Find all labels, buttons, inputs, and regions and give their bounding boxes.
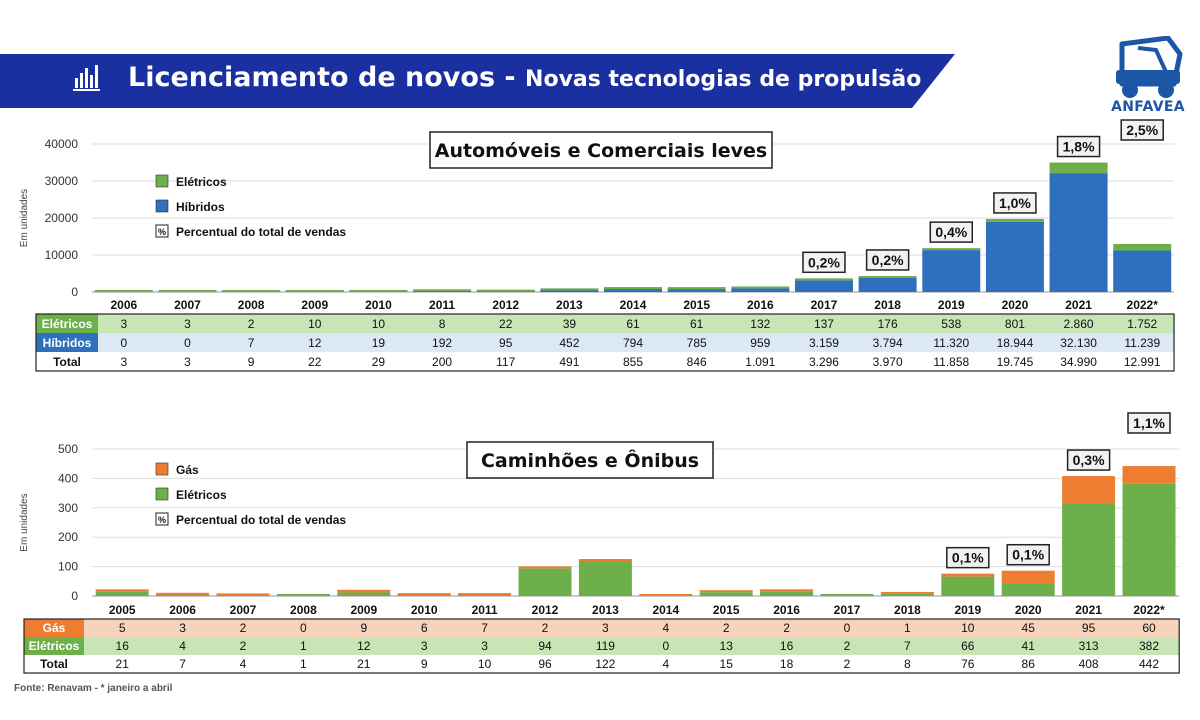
table-cell: 2: [247, 317, 255, 331]
legend-label: Percentual do total de vendas: [176, 225, 347, 239]
table-row-label: Elétricos: [28, 639, 80, 653]
table-cell: 3: [184, 355, 191, 369]
bar-hbridos-2015: [668, 289, 726, 292]
chart-automoveis: [0, 118, 1200, 378]
table-cell: 2: [843, 657, 851, 671]
y-tick-label: 40000: [44, 137, 78, 151]
table-cell: 5: [118, 621, 126, 635]
table-cell: 10: [477, 657, 492, 671]
legend-item: [156, 513, 346, 527]
bar-hbridos-2017: [795, 280, 853, 292]
percent-label: [930, 222, 972, 242]
table-cell: 7: [904, 639, 911, 653]
table-cell: 1: [300, 657, 307, 671]
table-cell: 442: [1138, 657, 1160, 671]
bar-eltricos-2022: [1113, 244, 1171, 250]
table-cell: 18.944: [996, 336, 1034, 350]
y-tick-label: 0: [71, 285, 78, 299]
table-cell: 192: [432, 336, 453, 350]
y-tick-label: 0: [71, 589, 78, 603]
table-cell: 3: [120, 355, 128, 369]
table-cell: 2.860: [1063, 317, 1094, 331]
table-cell: 3.970: [872, 355, 903, 369]
legend-item: [156, 488, 227, 502]
legend-item: [156, 200, 225, 214]
table-cell: 2: [722, 621, 730, 635]
table-cell: 9: [420, 657, 428, 671]
table-cell: 15: [719, 657, 733, 671]
legend-label: Elétricos: [176, 488, 227, 502]
category-label: 2022*: [1133, 603, 1165, 617]
bar-eltricos-2007: [158, 290, 216, 292]
bar-eltricos-2010: [349, 290, 407, 292]
percent-label-text: 2,5%: [1126, 122, 1159, 138]
percent-icon: %: [157, 515, 167, 525]
bar-eltricos-2016: [760, 591, 813, 596]
percent-label: [1068, 450, 1110, 470]
legend-item: [156, 175, 227, 189]
table-cell: 8: [904, 657, 911, 671]
table-cell: 2: [843, 639, 851, 653]
category-label: 2006: [110, 298, 138, 312]
table-cell: 3: [184, 317, 191, 331]
table-cell: 11.239: [1124, 336, 1161, 350]
bar-eltricos-2013: [579, 561, 632, 596]
percent-label: [994, 193, 1036, 213]
category-label: 2011: [471, 603, 498, 617]
table-cell: 6: [420, 621, 428, 635]
table-cell: 9: [247, 355, 255, 369]
footer-source: Fonte: Renavam - * janeiro a abril: [14, 683, 173, 694]
y-tick-label: 20000: [44, 211, 78, 225]
table-cell: 10: [371, 317, 386, 331]
category-label: 2020: [1001, 298, 1029, 312]
table-cell: 408: [1078, 657, 1099, 671]
category-label: 2010: [365, 298, 392, 312]
table-row-label: Híbridos: [42, 336, 92, 350]
bar-eltricos-2022: [1123, 484, 1176, 596]
table-cell: 34.990: [1060, 355, 1097, 369]
category-label: 2007: [174, 298, 201, 312]
bar-gs-2007: [217, 593, 270, 595]
category-label: 2013: [592, 603, 619, 617]
legend-item: [156, 225, 346, 239]
legend-swatch: [156, 200, 168, 212]
category-label: 2018: [874, 298, 901, 312]
category-label: 2014: [619, 298, 647, 312]
y-tick-label: 500: [57, 442, 78, 456]
table-cell: 16: [779, 639, 794, 653]
percent-label-text: 0,3%: [1072, 452, 1105, 469]
table-cell: 10: [961, 621, 975, 635]
percent-label: [867, 250, 909, 270]
category-label: 2008: [290, 603, 317, 617]
table-cell: 1.752: [1127, 317, 1158, 331]
table-row-label: Total: [53, 355, 81, 369]
table-cell: 0: [843, 621, 851, 635]
percent-label: [947, 548, 989, 568]
bar-gs-2016: [760, 589, 813, 591]
table-row-label: Total: [40, 657, 68, 671]
table-row-bg: [84, 637, 1179, 655]
table-cell: 22: [308, 355, 322, 369]
table-cell: 132: [750, 317, 771, 331]
table-row-label: Elétricos: [41, 317, 93, 331]
table-cell: 95: [499, 336, 513, 350]
table-cell: 3: [179, 621, 186, 635]
bar-gs-2009: [337, 590, 390, 593]
bar-eltricos-2011: [413, 289, 471, 291]
table-cell: 7: [481, 621, 488, 635]
table-cell: 0: [120, 336, 128, 350]
bar-eltricos-2019: [941, 577, 994, 596]
table-cell: 61: [689, 317, 704, 331]
bar-eltricos-2012: [477, 290, 535, 292]
table-cell: 122: [595, 657, 616, 671]
percent-label-text: 0,1%: [1012, 546, 1045, 563]
bar-hbridos-2021: [1050, 173, 1108, 292]
category-label: 2019: [937, 298, 965, 312]
percent-label: [803, 252, 845, 272]
bar-eltricos-2015: [700, 592, 753, 596]
table-cell: 95: [1081, 621, 1096, 635]
bar-eltricos-2014: [604, 287, 662, 289]
bar-eltricos-2009: [337, 592, 390, 596]
chart-title: Caminhões e Ônibus: [480, 450, 700, 472]
table-row: [36, 352, 1174, 371]
table-cell: 0: [300, 621, 307, 635]
category-label: 2005: [108, 603, 136, 617]
percent-label-text: 1,1%: [1133, 415, 1165, 431]
category-label: 2016: [773, 603, 800, 617]
table-cell: 86: [1021, 657, 1035, 671]
bar-gs-2011: [458, 593, 511, 595]
bar-eltricos-2020: [1002, 584, 1055, 596]
table-cell: 7: [179, 657, 186, 671]
table-cell: 13: [719, 639, 733, 653]
category-label: 2006: [169, 603, 196, 617]
table-row: [24, 637, 1179, 655]
category-label: 2021: [1065, 298, 1092, 312]
table-row-label: Gás: [42, 621, 66, 635]
category-label: 2009: [301, 298, 329, 312]
bar-eltricos-2021: [1062, 504, 1115, 596]
table-cell: 2: [541, 621, 549, 635]
table-cell: 21: [357, 657, 371, 671]
legend-label: Elétricos: [176, 175, 227, 189]
table-cell: 4: [662, 621, 670, 635]
table-cell: 200: [432, 355, 453, 369]
bar-hbridos-2022: [1113, 250, 1171, 292]
category-label: 2009: [350, 603, 378, 617]
table-cell: 19.745: [996, 355, 1034, 369]
y-tick-label: 300: [57, 500, 78, 515]
bar-gs-2018: [881, 592, 934, 594]
bar-hbridos-2018: [859, 278, 917, 292]
bar-gs-2014: [639, 594, 692, 596]
table-cell: 4: [179, 639, 186, 653]
table-cell: 66: [961, 639, 975, 653]
percent-label-text: 1,0%: [998, 194, 1031, 211]
bar-hbridos-2016: [731, 288, 789, 292]
table-cell: 119: [595, 639, 615, 653]
table-row-bg: [84, 619, 1179, 637]
category-label: 2013: [556, 298, 583, 312]
table-cell: 538: [941, 317, 962, 331]
table-cell: 855: [623, 355, 644, 369]
table-cell: 176: [877, 317, 898, 331]
table-cell: 3.159: [808, 336, 839, 350]
table-cell: 16: [115, 639, 129, 653]
table-cell: 45: [1021, 621, 1035, 635]
table-cell: 61: [626, 317, 640, 331]
category-label: 2019: [954, 603, 982, 617]
category-label: 2012: [531, 603, 559, 617]
logo-text: ANFAVEA: [1111, 99, 1185, 115]
table-cell: 117: [496, 355, 516, 369]
percent-label-text: 1,8%: [1062, 138, 1095, 155]
y-tick-label: 100: [57, 559, 78, 574]
table-cell: 785: [686, 336, 707, 350]
table-cell: 7: [247, 336, 255, 350]
category-label: 2010: [410, 603, 438, 617]
category-label: 2007: [229, 603, 257, 617]
table-cell: 8: [438, 317, 446, 331]
table-cell: 452: [559, 336, 580, 350]
table-cell: 1: [904, 621, 911, 635]
table-cell: 29: [371, 355, 386, 369]
table-cell: 137: [813, 317, 834, 331]
category-label: 2017: [810, 298, 838, 312]
percent-label: [1128, 413, 1170, 433]
y-axis-label: Em unidades: [19, 188, 30, 248]
table-cell: 4: [239, 657, 247, 671]
percent-label-text: 0,2%: [871, 251, 904, 268]
table-cell: 313: [1078, 639, 1099, 653]
table-cell: 491: [559, 355, 580, 369]
bar-eltricos-2018: [881, 594, 934, 596]
table-cell: 9: [360, 621, 368, 635]
bar-eltricos-2008: [277, 594, 330, 596]
bar-eltricos-2016: [731, 286, 789, 288]
y-tick-label: 10000: [44, 248, 78, 262]
table-cell: 12: [308, 336, 322, 350]
bar-gs-2021: [1062, 476, 1115, 504]
table-cell: 11.858: [933, 355, 970, 369]
bar-eltricos-2019: [922, 248, 980, 250]
legend-label: Percentual do total de vendas: [176, 513, 347, 527]
table-cell: 1: [300, 639, 307, 653]
table-cell: 94: [538, 639, 552, 653]
bar-hbridos-2019: [922, 250, 980, 292]
bar-gs-2019: [941, 574, 994, 577]
bar-eltricos-2012: [519, 568, 572, 596]
bar-eltricos-2015: [668, 287, 726, 289]
bar-eltricos-2017: [821, 594, 874, 596]
bar-gs-2010: [398, 593, 451, 595]
percent-label: [1007, 545, 1049, 565]
category-label: 2016: [746, 298, 774, 312]
table-cell: 846: [686, 355, 707, 369]
bar-gs-2013: [579, 559, 632, 561]
table-row: [36, 333, 1174, 352]
table-row: [24, 619, 1179, 637]
legend-swatch: [156, 463, 168, 475]
y-tick-label: 400: [57, 471, 78, 486]
table-row-bg: [84, 655, 1179, 673]
table-cell: 4: [662, 657, 670, 671]
percent-label-text: 0,4%: [935, 224, 968, 241]
bar-eltricos-2018: [859, 276, 917, 278]
bar-hbridos-2014: [604, 289, 662, 292]
y-tick-label: 30000: [44, 174, 78, 188]
table-cell: 3: [420, 639, 428, 653]
table-cell: 0: [662, 639, 670, 653]
table-cell: 12.991: [1123, 355, 1161, 369]
table-cell: 18: [779, 657, 794, 671]
bar-eltricos-2008: [222, 290, 280, 292]
table-cell: 39: [562, 317, 577, 331]
category-label: 2022*: [1126, 298, 1158, 312]
y-tick-label: 200: [57, 530, 78, 545]
percent-label: [1058, 137, 1100, 157]
percent-label-text: 0,2%: [808, 254, 840, 271]
table-cell: 41: [1021, 639, 1035, 653]
table-cell: 794: [623, 336, 644, 350]
table-cell: 2: [783, 621, 790, 635]
category-label: 2015: [683, 298, 711, 312]
bar-eltricos-2021: [1050, 163, 1108, 174]
percent-label-text: 0,1%: [951, 549, 984, 566]
y-axis-label: Em unidades: [19, 493, 30, 552]
table-cell: 32.130: [1060, 336, 1097, 350]
legend-swatch: [156, 175, 168, 187]
table-cell: 22: [499, 317, 513, 331]
category-label: 2012: [492, 298, 520, 312]
chart-title: Automóveis e Comerciais leves: [434, 140, 768, 162]
chart-caminhoes: [0, 408, 1200, 678]
legend-item: [156, 463, 199, 477]
table-cell: 382: [1138, 639, 1160, 653]
legend-label: Híbridos: [176, 200, 225, 214]
table-cell: 19: [371, 336, 386, 350]
bar-gs-2022: [1123, 466, 1176, 484]
table-cell: 3.794: [872, 336, 903, 350]
table-row: [24, 655, 1179, 673]
table-cell: 2: [239, 621, 247, 635]
category-label: 2021: [1075, 603, 1102, 617]
bar-eltricos-2020: [986, 219, 1044, 222]
table-cell: 12: [357, 639, 371, 653]
category-label: 2020: [1014, 603, 1042, 617]
bar-eltricos-2005: [96, 591, 149, 596]
bar-eltricos-2009: [286, 290, 344, 292]
category-label: 2008: [237, 298, 265, 312]
table-cell: 959: [750, 336, 771, 350]
bar-chart-icon: [72, 64, 102, 92]
table-cell: 1.091: [745, 355, 776, 369]
table-cell: 2: [239, 639, 247, 653]
legend-label: Gás: [176, 463, 199, 477]
category-label: 2014: [652, 603, 680, 617]
table-cell: 3.296: [808, 355, 839, 369]
legend-swatch: [156, 488, 168, 500]
bar-gs-2006: [156, 593, 209, 595]
bar-eltricos-2013: [540, 288, 598, 290]
table-cell: 10: [308, 317, 322, 331]
category-label: 2017: [833, 603, 861, 617]
category-label: 2018: [894, 603, 921, 617]
category-label: 2011: [429, 298, 456, 312]
table-cell: 11.320: [933, 336, 970, 350]
page-title: [128, 62, 921, 93]
bar-eltricos-2017: [795, 278, 853, 280]
table-cell: 3: [120, 317, 128, 331]
percent-label: [1121, 120, 1163, 140]
table-cell: 801: [1004, 317, 1025, 331]
table-cell: 0: [184, 336, 191, 350]
percent-icon: %: [157, 227, 167, 237]
category-label: 2015: [712, 603, 740, 617]
bar-hbridos-2020: [986, 222, 1044, 292]
page-title-sub: Novas tecnologias de propulsão: [525, 67, 922, 92]
bar-gs-2005: [96, 589, 149, 591]
table-cell: 60: [1142, 621, 1156, 635]
bar-gs-2020: [1002, 571, 1055, 584]
table-cell: 96: [538, 657, 552, 671]
table-cell: 21: [115, 657, 129, 671]
bar-eltricos-2006: [95, 290, 153, 292]
table-cell: 3: [481, 639, 488, 653]
table-cell: 76: [961, 657, 975, 671]
bar-gs-2015: [700, 590, 753, 592]
table-cell: 3: [602, 621, 609, 635]
page-title-main: Licenciamento de novos -: [128, 62, 526, 93]
table-row: [36, 314, 1174, 333]
bar-gs-2012: [519, 566, 572, 568]
